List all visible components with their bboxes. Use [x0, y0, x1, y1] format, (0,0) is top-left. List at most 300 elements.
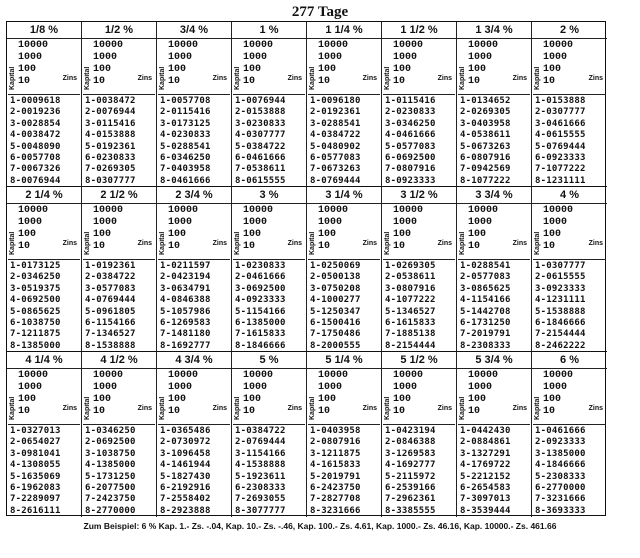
zins-label: Zins [212, 240, 227, 247]
rate-block [457, 187, 532, 352]
rate-header: 4 1/4 % [7, 352, 81, 369]
interest-row: 1-0134652 [460, 96, 511, 106]
header-divider [533, 259, 606, 260]
interest-row: 8-2000555 [310, 340, 361, 351]
interest-row: 2-0730972 [160, 437, 211, 448]
interest-row: 5-0288541 [160, 141, 211, 152]
header-divider [308, 424, 380, 425]
capital-tier: 100 [18, 394, 37, 405]
interest-row: 1-0173125 [10, 261, 61, 271]
interest-row: 1-0250069 [310, 261, 361, 271]
capital-tier: 10000 [393, 370, 424, 381]
rate-header: 2 % [532, 22, 607, 39]
interest-row: 5-2115972 [385, 471, 436, 482]
rate-header: 2 1/4 % [7, 187, 81, 204]
interest-row: 2-0307777 [535, 107, 586, 118]
rate-block [7, 187, 82, 352]
interest-row: 5-0673263 [460, 141, 511, 152]
capital-tier: 1000 [468, 382, 493, 393]
interest-row: 3-0865625 [460, 283, 511, 294]
capital-tier: 10 [468, 76, 481, 87]
capital-tier: 10000 [18, 40, 49, 51]
rate-block [382, 187, 457, 352]
interest-row: 7-0269305 [85, 164, 136, 175]
interest-row: 3-0634791 [160, 283, 211, 294]
interest-row: 8-3077777 [235, 505, 286, 516]
interest-row: 3-0923333 [535, 283, 586, 294]
interest-row: 2-0577083 [460, 272, 511, 283]
interest-row: 2-0923333 [535, 437, 586, 448]
interest-row: 4-1077222 [385, 295, 436, 306]
rate-header: 3 1/2 % [382, 187, 456, 204]
interest-row: 6-1038750 [10, 318, 61, 329]
header-divider [308, 259, 380, 260]
rate-header: 1/8 % [7, 22, 81, 39]
zins-label: Zins [287, 240, 302, 247]
rate-block [232, 187, 307, 352]
interest-row: 8-1385000 [10, 340, 61, 351]
capital-tier: 1000 [243, 52, 268, 63]
capital-tier: 10000 [93, 205, 124, 216]
interest-row: 7-2289097 [10, 494, 61, 505]
interest-rows [535, 96, 605, 187]
interest-rows [535, 426, 605, 517]
interest-row: 1-0211597 [160, 261, 211, 271]
interest-row: 2-0884861 [460, 437, 511, 448]
interest-row: 5-0048090 [10, 141, 61, 152]
interest-row: 2-0115416 [160, 107, 211, 118]
interest-row: 5-1731250 [85, 471, 136, 482]
rate-header: 5 1/2 % [382, 352, 456, 369]
capital-tier: 10 [93, 76, 106, 87]
interest-row: 8-1846666 [235, 340, 286, 351]
interest-row: 2-0153888 [235, 107, 286, 118]
zins-label: Zins [588, 240, 603, 247]
capital-tier: 1000 [543, 382, 568, 393]
interest-row: 7-2558402 [160, 494, 211, 505]
interest-row: 8-3231666 [310, 505, 361, 516]
interest-row: 6-0230833 [85, 153, 136, 164]
rate-block [82, 22, 157, 187]
capital-tier: 100 [18, 64, 37, 75]
rate-header: 1 3/4 % [457, 22, 531, 39]
capital-tier: 100 [393, 229, 412, 240]
capital-tier: 1000 [93, 382, 118, 393]
interest-row: 1-0009618 [10, 96, 61, 106]
capital-tier: 10000 [318, 205, 349, 216]
capital-tier: 10000 [243, 205, 274, 216]
capital-tier: 10000 [318, 40, 349, 51]
interest-row: 3-0519375 [10, 283, 61, 294]
interest-row: 7-2154444 [535, 329, 586, 340]
interest-row: 8-3385555 [385, 505, 436, 516]
interest-rows [160, 96, 229, 187]
interest-row: 2-0615555 [535, 272, 586, 283]
interest-row: 5-0480902 [310, 141, 361, 152]
rate-block [232, 352, 307, 517]
interest-row: 5-1154166 [235, 306, 286, 317]
interest-row: 7-0942569 [460, 164, 511, 175]
interest-row: 6-0692500 [385, 153, 436, 164]
capital-tier: 10000 [393, 205, 424, 216]
rate-header: 1 1/2 % [382, 22, 456, 39]
interest-row: 5-0384722 [235, 141, 286, 152]
interest-rows [85, 96, 154, 187]
capital-tier: 100 [93, 229, 112, 240]
capital-tier: 100 [168, 64, 187, 75]
interest-row: 2-0192361 [310, 107, 361, 118]
interest-row: 1-0153888 [535, 96, 586, 106]
interest-row: 7-0403958 [160, 164, 211, 175]
interest-rows [385, 96, 454, 187]
interest-row: 1-0327013 [10, 426, 61, 436]
interest-row: 4-0384722 [310, 130, 361, 141]
capital-tier: 1000 [468, 52, 493, 63]
rate-block [307, 22, 382, 187]
capital-tiers [243, 370, 283, 422]
page-title: 277 Tage [291, 4, 349, 20]
kapital-label: Kapital [534, 396, 541, 420]
footer-example: Zum Beispiel: 6 % Kap. 1.- Zs. -.04, Kap. 10.- Zs. -.46, Kap. 100.- Zs. 4.61, Kap. 1000.- Zs. 46.16, Kap. 10000.- Zs. 461.66 [83, 521, 557, 531]
interest-row: 8-2616111 [10, 505, 61, 516]
interest-row: 3-0230833 [235, 118, 286, 129]
rate-header: 3 1/4 % [307, 187, 381, 204]
interest-row: 8-1692777 [160, 340, 211, 351]
interest-row: 4-1461944 [160, 460, 211, 471]
capital-tier: 100 [543, 64, 562, 75]
interest-rows [235, 426, 304, 517]
capital-tiers [318, 205, 358, 257]
capital-tier: 10000 [18, 205, 49, 216]
interest-row: 3-0115416 [85, 118, 136, 129]
interest-row: 3-0028854 [10, 118, 61, 129]
interest-row: 8-0769444 [310, 175, 361, 186]
capital-tier: 100 [393, 394, 412, 405]
capital-tier: 100 [318, 229, 337, 240]
kapital-label: Kapital [84, 396, 91, 420]
interest-rows [385, 426, 454, 517]
interest-row: 8-0923333 [385, 175, 436, 186]
interest-row: 8-2923888 [160, 505, 211, 516]
capital-tiers [93, 40, 133, 92]
interest-row: 7-0067326 [10, 164, 61, 175]
capital-tiers [393, 40, 433, 92]
interest-row: 4-0615555 [535, 130, 586, 141]
interest-row: 5-0865625 [10, 306, 61, 317]
header-divider [233, 424, 305, 425]
interest-row: 1-0307777 [535, 261, 586, 271]
rate-block [382, 22, 457, 187]
interest-row: 6-2423750 [310, 483, 361, 494]
capital-tiers [543, 205, 583, 257]
interest-row: 6-2770000 [535, 483, 586, 494]
interest-row: 1-0038472 [85, 96, 136, 106]
zins-label: Zins [362, 75, 377, 82]
interest-row: 1-0423194 [385, 426, 436, 436]
rate-block [457, 352, 532, 517]
interest-row: 4-1154166 [460, 295, 511, 306]
zins-label: Zins [287, 75, 302, 82]
capital-tier: 1000 [543, 52, 568, 63]
interest-row: 4-0038472 [10, 130, 61, 141]
interest-row: 8-1231111 [535, 175, 586, 186]
interest-row: 3-1385000 [535, 448, 586, 459]
interest-row: 3-0403958 [460, 118, 511, 129]
interest-row: 2-0769444 [235, 437, 286, 448]
interest-row: 1-0442430 [460, 426, 511, 436]
kapital-label: Kapital [459, 396, 466, 420]
kapital-label: Kapital [159, 66, 166, 90]
interest-row: 5-1442708 [460, 306, 511, 317]
interest-row: 8-3693333 [535, 505, 586, 516]
interest-row: 2-0076944 [85, 107, 136, 118]
interest-row: 4-1538888 [235, 460, 286, 471]
kapital-label: Kapital [234, 396, 241, 420]
capital-tier: 1000 [318, 382, 343, 393]
interest-row: 7-1346527 [85, 329, 136, 340]
interest-row: 4-1231111 [535, 295, 586, 306]
interest-row: 5-1538888 [535, 306, 586, 317]
interest-rows [10, 426, 79, 517]
interest-row: 8-2462222 [535, 340, 586, 351]
capital-tier: 10000 [93, 40, 124, 51]
rate-header: 4 1/2 % [82, 352, 156, 369]
interest-row: 3-0173125 [160, 118, 211, 129]
interest-row: 8-2154444 [385, 340, 436, 351]
rate-block [307, 352, 382, 517]
header-divider [233, 259, 305, 260]
interest-row: 6-2308333 [235, 483, 286, 494]
capital-tier: 1000 [243, 217, 268, 228]
capital-tier: 1000 [468, 217, 493, 228]
capital-tier: 10 [243, 241, 256, 252]
zins-label: Zins [437, 75, 452, 82]
interest-row: 5-1827430 [160, 471, 211, 482]
capital-tier: 10000 [318, 370, 349, 381]
rate-header: 5 1/4 % [307, 352, 381, 369]
interest-row: 6-0346250 [160, 153, 211, 164]
interest-row: 7-1077222 [535, 164, 586, 175]
kapital-label: Kapital [459, 231, 466, 255]
capital-tier: 10 [318, 406, 331, 417]
interest-row: 5-0769444 [535, 141, 586, 152]
zins-label: Zins [62, 240, 77, 247]
kapital-label: Kapital [309, 66, 316, 90]
rate-block [532, 352, 607, 517]
capital-tiers [243, 205, 283, 257]
capital-tiers [393, 205, 433, 257]
interest-row: 5-2308333 [535, 471, 586, 482]
capital-tier: 10 [543, 76, 556, 87]
interest-rows [160, 426, 229, 517]
interest-row: 7-2019791 [460, 329, 511, 340]
capital-tier: 10 [243, 406, 256, 417]
interest-row: 4-1769722 [460, 460, 511, 471]
interest-row: 7-3097013 [460, 494, 511, 505]
interest-row: 5-0192361 [85, 141, 136, 152]
capital-tier: 1000 [393, 382, 418, 393]
capital-tier: 1000 [93, 217, 118, 228]
interest-row: 6-1500416 [310, 318, 361, 329]
capital-tier: 10000 [168, 370, 199, 381]
capital-tier: 10000 [543, 205, 574, 216]
rate-block [532, 22, 607, 187]
interest-row: 7-2827708 [310, 494, 361, 505]
interest-row: 8-2308333 [460, 340, 511, 351]
rate-header: 2 1/2 % [82, 187, 156, 204]
interest-row: 1-0288541 [460, 261, 511, 271]
zins-label: Zins [362, 240, 377, 247]
interest-row: 3-1211875 [310, 448, 361, 459]
capital-tier: 10 [393, 76, 406, 87]
header-divider [158, 94, 230, 95]
rate-header: 1 1/4 % [307, 22, 381, 39]
rate-header: 3 3/4 % [457, 187, 531, 204]
rate-block [382, 352, 457, 517]
kapital-label: Kapital [309, 231, 316, 255]
interest-row: 6-1731250 [460, 318, 511, 329]
capital-tier: 100 [243, 64, 262, 75]
interest-row: 2-0384722 [85, 272, 136, 283]
interest-row: 4-0692500 [10, 295, 61, 306]
rate-header: 3/4 % [157, 22, 231, 39]
capital-tier: 1000 [93, 52, 118, 63]
zins-label: Zins [287, 405, 302, 412]
interest-row: 6-1385000 [235, 318, 286, 329]
interest-row: 2-0500138 [310, 272, 361, 283]
rate-block [232, 22, 307, 187]
zins-label: Zins [512, 75, 527, 82]
capital-tier: 100 [243, 394, 262, 405]
interest-row: 6-2077500 [85, 483, 136, 494]
capital-tier: 100 [468, 64, 487, 75]
interest-row: 2-0423194 [160, 272, 211, 283]
capital-tier: 10000 [543, 40, 574, 51]
capital-tiers [318, 370, 358, 422]
capital-tier: 10000 [468, 40, 499, 51]
interest-row: 6-0577083 [310, 153, 361, 164]
capital-tier: 10 [543, 241, 556, 252]
interest-row: 5-2212152 [460, 471, 511, 482]
zins-label: Zins [62, 75, 77, 82]
interest-row: 5-2019791 [310, 471, 361, 482]
interest-row: 1-0076944 [235, 96, 286, 106]
header-divider [533, 94, 606, 95]
capital-tier: 10000 [168, 205, 199, 216]
interest-row: 5-1635069 [10, 471, 61, 482]
capital-tier: 10 [468, 241, 481, 252]
interest-rows [310, 426, 379, 517]
interest-row: 6-2192916 [160, 483, 211, 494]
interest-row: 1-0384722 [235, 426, 286, 436]
interest-row: 4-0230833 [160, 130, 211, 141]
interest-row: 1-0269305 [385, 261, 436, 271]
zins-label: Zins [62, 405, 77, 412]
zins-label: Zins [588, 405, 603, 412]
capital-tiers [543, 40, 583, 92]
interest-row: 7-2962361 [385, 494, 436, 505]
rate-header: 1 % [232, 22, 306, 39]
rate-block [157, 352, 232, 517]
capital-tier: 10000 [168, 40, 199, 51]
rate-header: 5 3/4 % [457, 352, 531, 369]
interest-rows [535, 261, 605, 352]
interest-row: 6-2539166 [385, 483, 436, 494]
interest-row: 8-1077222 [460, 175, 511, 186]
rate-header: 5 % [232, 352, 306, 369]
interest-row: 8-0615555 [235, 175, 286, 186]
capital-tier: 1000 [168, 52, 193, 63]
kapital-label: Kapital [9, 231, 16, 255]
interest-table [6, 21, 606, 516]
zins-label: Zins [362, 405, 377, 412]
capital-tier: 100 [543, 394, 562, 405]
interest-row: 4-0461666 [385, 130, 436, 141]
interest-row: 7-3231666 [535, 494, 586, 505]
interest-rows [10, 96, 79, 187]
capital-tier: 10 [18, 406, 31, 417]
rate-block [307, 187, 382, 352]
interest-rows [385, 261, 454, 352]
interest-row: 2-0692500 [85, 437, 136, 448]
interest-rows [85, 261, 154, 352]
capital-tier: 10000 [543, 370, 574, 381]
capital-tier: 10 [168, 406, 181, 417]
interest-row: 7-0538611 [235, 164, 286, 175]
capital-tier: 10 [393, 241, 406, 252]
capital-tier: 100 [243, 229, 262, 240]
interest-row: 7-1750486 [310, 329, 361, 340]
capital-tier: 10 [18, 76, 31, 87]
capital-tier: 10000 [468, 205, 499, 216]
rate-header: 4 3/4 % [157, 352, 231, 369]
capital-tiers [318, 40, 358, 92]
interest-rows [85, 426, 154, 517]
kapital-label: Kapital [384, 231, 391, 255]
capital-tier: 10 [18, 241, 31, 252]
interest-row: 1-0057708 [160, 96, 211, 106]
rate-header: 2 3/4 % [157, 187, 231, 204]
interest-row: 3-0577083 [85, 283, 136, 294]
interest-rows [460, 261, 529, 352]
capital-tier: 1000 [543, 217, 568, 228]
interest-row: 8-0307777 [85, 175, 136, 186]
interest-rows [460, 96, 529, 187]
capital-tiers [468, 370, 508, 422]
interest-row: 1-0461666 [535, 426, 586, 436]
rate-header: 3 % [232, 187, 306, 204]
interest-row: 6-1846666 [535, 318, 586, 329]
capital-tiers [468, 40, 508, 92]
capital-tier: 10 [93, 406, 106, 417]
capital-tiers [18, 370, 58, 422]
interest-rows [235, 96, 304, 187]
header-divider [83, 424, 155, 425]
header-divider [8, 424, 80, 425]
kapital-label: Kapital [384, 396, 391, 420]
header-divider [308, 94, 380, 95]
capital-tier: 10000 [393, 40, 424, 51]
interest-row: 5-1057986 [160, 306, 211, 317]
header-divider [533, 424, 606, 425]
interest-row: 4-0769444 [85, 295, 136, 306]
kapital-label: Kapital [384, 66, 391, 90]
zins-label: Zins [212, 405, 227, 412]
interest-rows [160, 261, 229, 352]
rate-block [157, 187, 232, 352]
rate-header: 6 % [532, 352, 607, 369]
interest-row: 4-0153888 [85, 130, 136, 141]
